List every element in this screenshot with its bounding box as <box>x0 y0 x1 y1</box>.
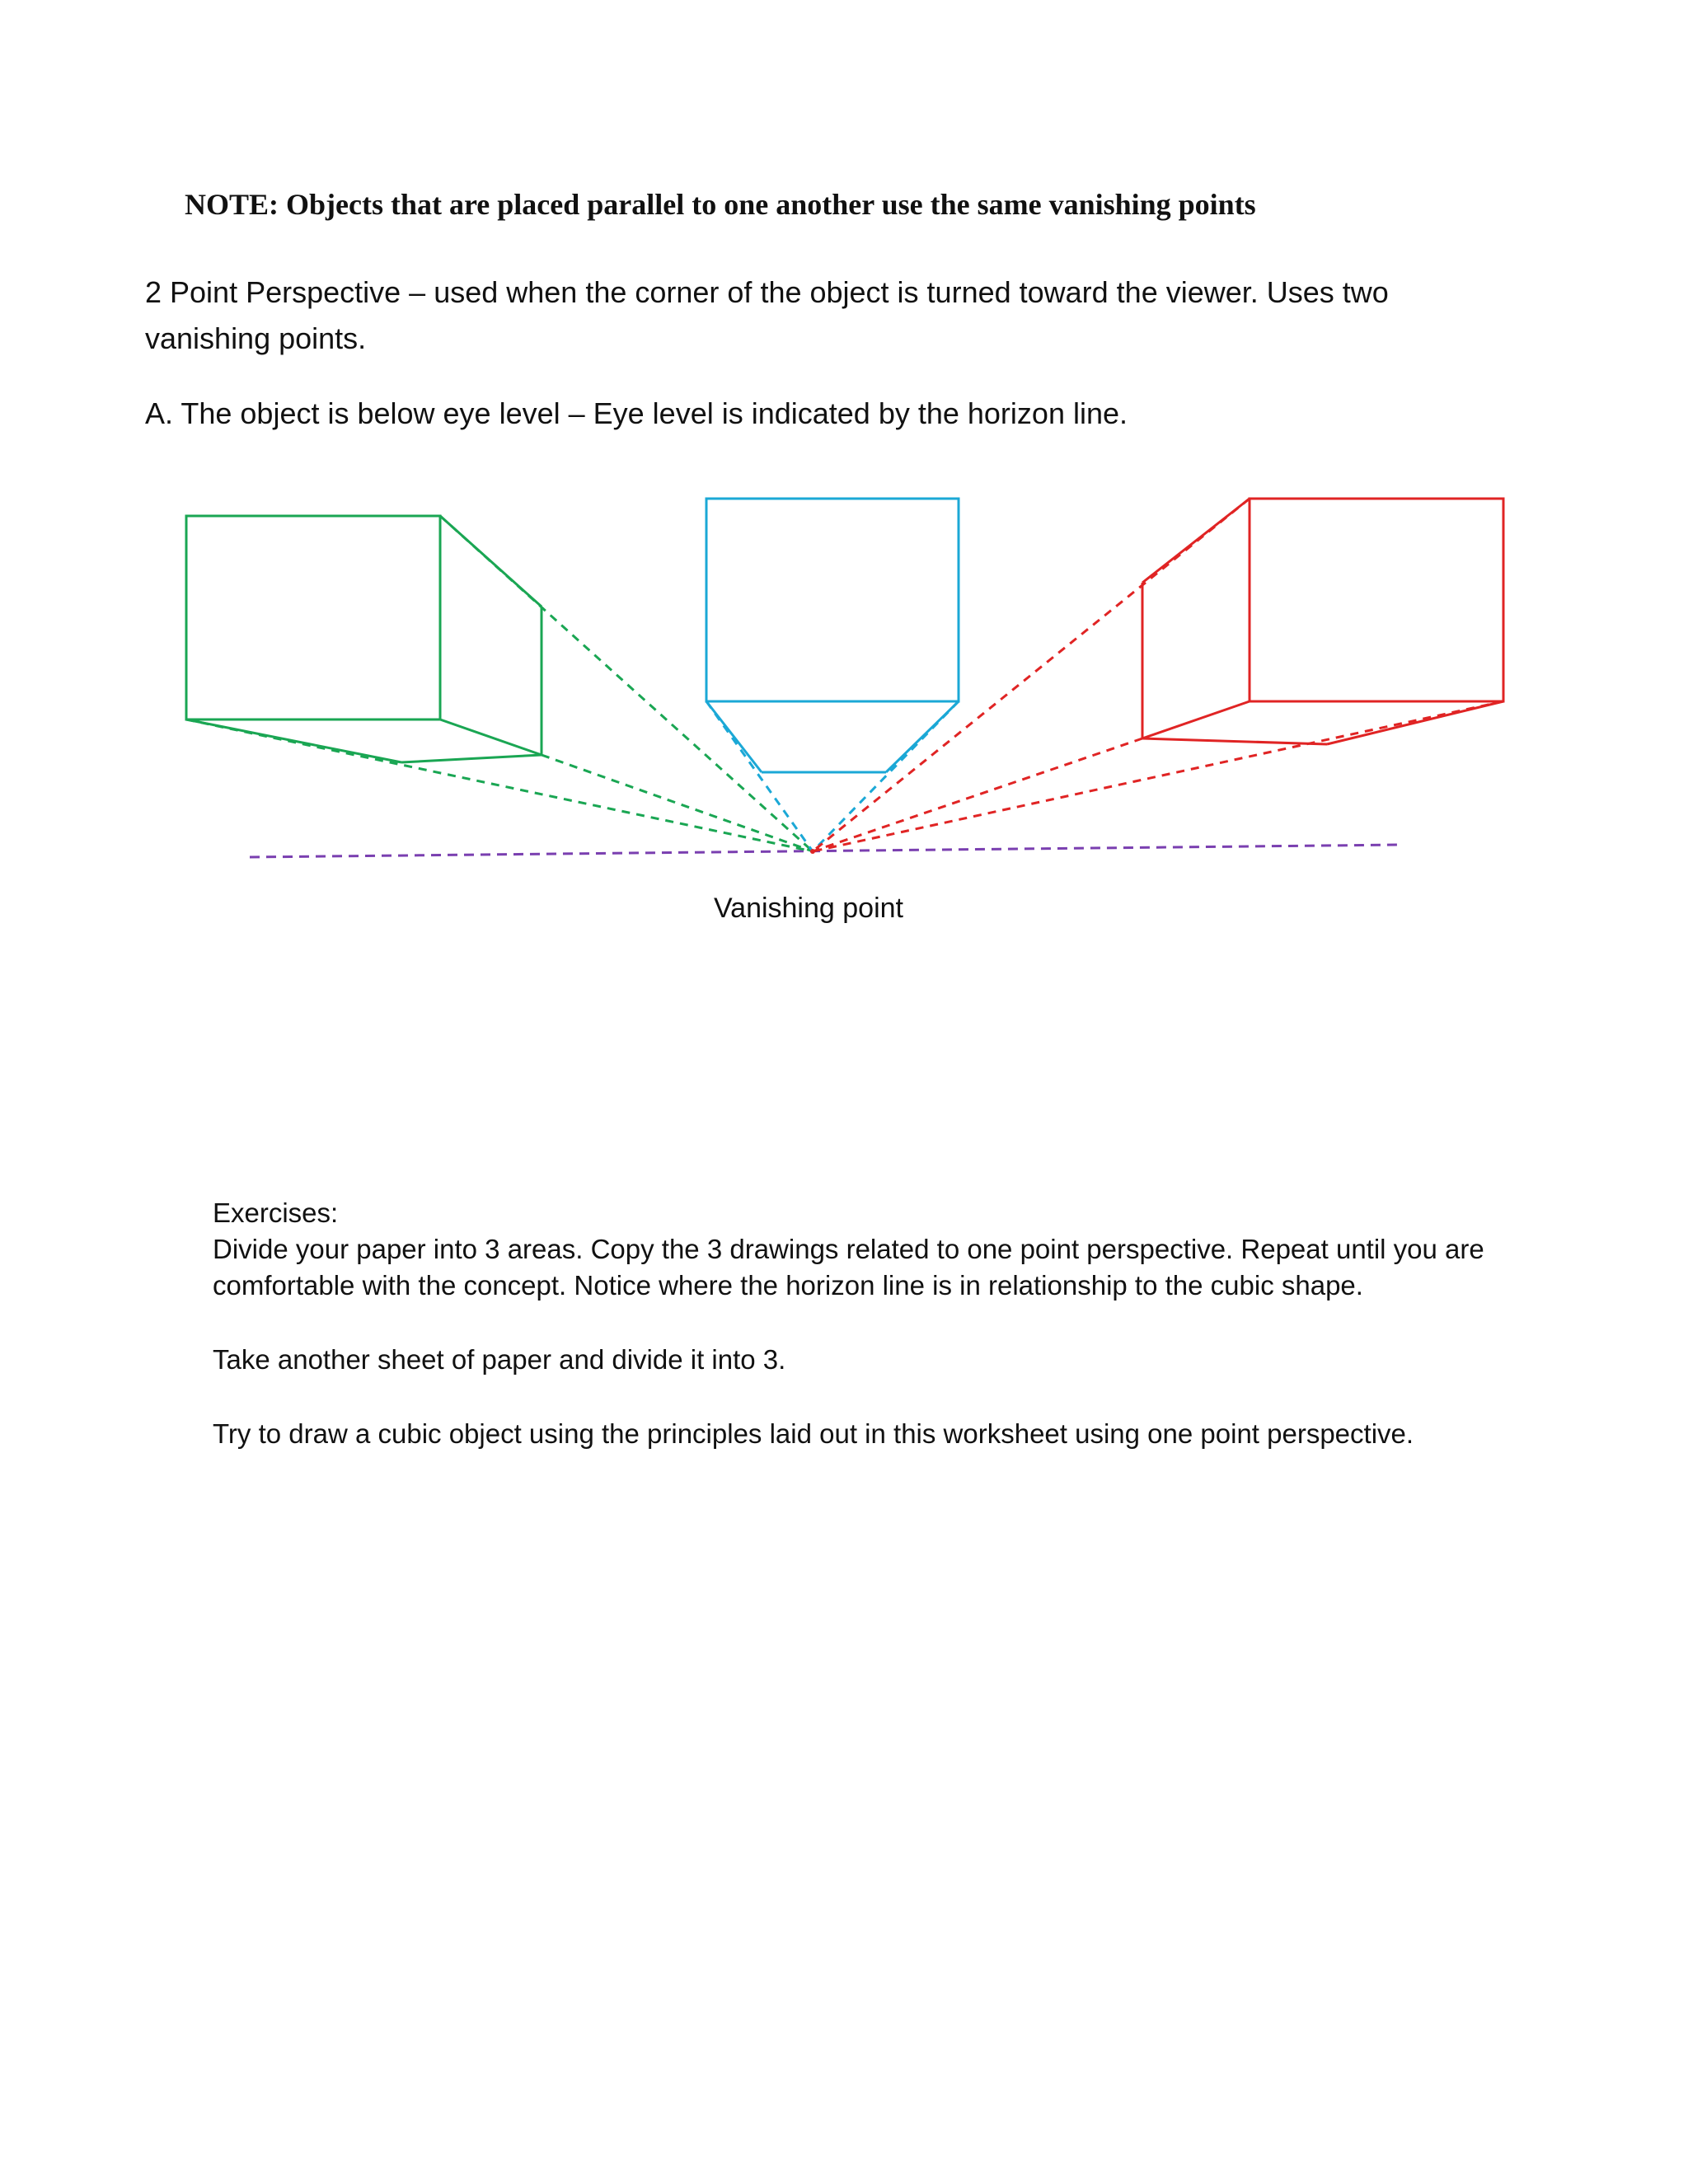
perspective-diagram <box>0 0 1688 956</box>
two-point-perspective-paragraph: 2 Point Perspective – used when the corner of the object is turned toward the viewer. Uses two vanishing points. <box>145 275 1389 355</box>
exercise-instruction-3: Try to draw a cubic object using the principles laid out in this worksheet using one point perspective. <box>213 1418 1414 1449</box>
middle-construction-line-left <box>706 701 813 851</box>
horizon-line <box>250 845 1401 857</box>
middle-box <box>706 499 959 772</box>
left-construction-line-top <box>440 516 813 851</box>
right-box <box>1142 499 1503 744</box>
exercises-section <box>213 1195 1515 1452</box>
exercise-instruction-1: Divide your paper into 3 areas. Copy the 3 drawings related to one point perspective. Repeat until you are comfortable with the concept. Notice where the horizon line is in relationship to the cubic shape. <box>213 1234 1484 1301</box>
vanishing-point-label: Vanishing point <box>714 893 903 924</box>
right-box-bottom-front-edge <box>1142 738 1327 744</box>
left-box-front-face <box>186 516 440 719</box>
middle-construction-line-right <box>813 701 959 851</box>
right-box-construction-lines <box>813 499 1503 851</box>
right-construction-line-lower <box>813 738 1142 851</box>
left-box <box>186 516 542 762</box>
middle-box-front-face <box>706 499 959 701</box>
right-box-bottom-back-edge <box>1327 701 1503 744</box>
middle-box-left-edge <box>706 701 762 772</box>
exercise-instruction-2: Take another sheet of paper and divide it into 3. <box>213 1344 786 1375</box>
left-box-bottom-back-edge <box>401 755 542 762</box>
note-heading: NOTE: Objects that are placed parallel to one another use the same vanishing points <box>185 188 1256 221</box>
left-box-bottom-edge <box>440 719 542 755</box>
vanishing-point-marker <box>810 849 815 854</box>
below-eye-level-paragraph: A. The object is below eye level – Eye level is indicated by the horizon line. <box>145 396 1128 430</box>
right-construction-line-bottom <box>813 701 1503 851</box>
right-box-front-face <box>1250 499 1503 701</box>
left-box-construction-lines <box>186 516 813 851</box>
exercises-heading: Exercises: <box>213 1197 339 1228</box>
right-box-bottom-edge <box>1142 701 1250 738</box>
